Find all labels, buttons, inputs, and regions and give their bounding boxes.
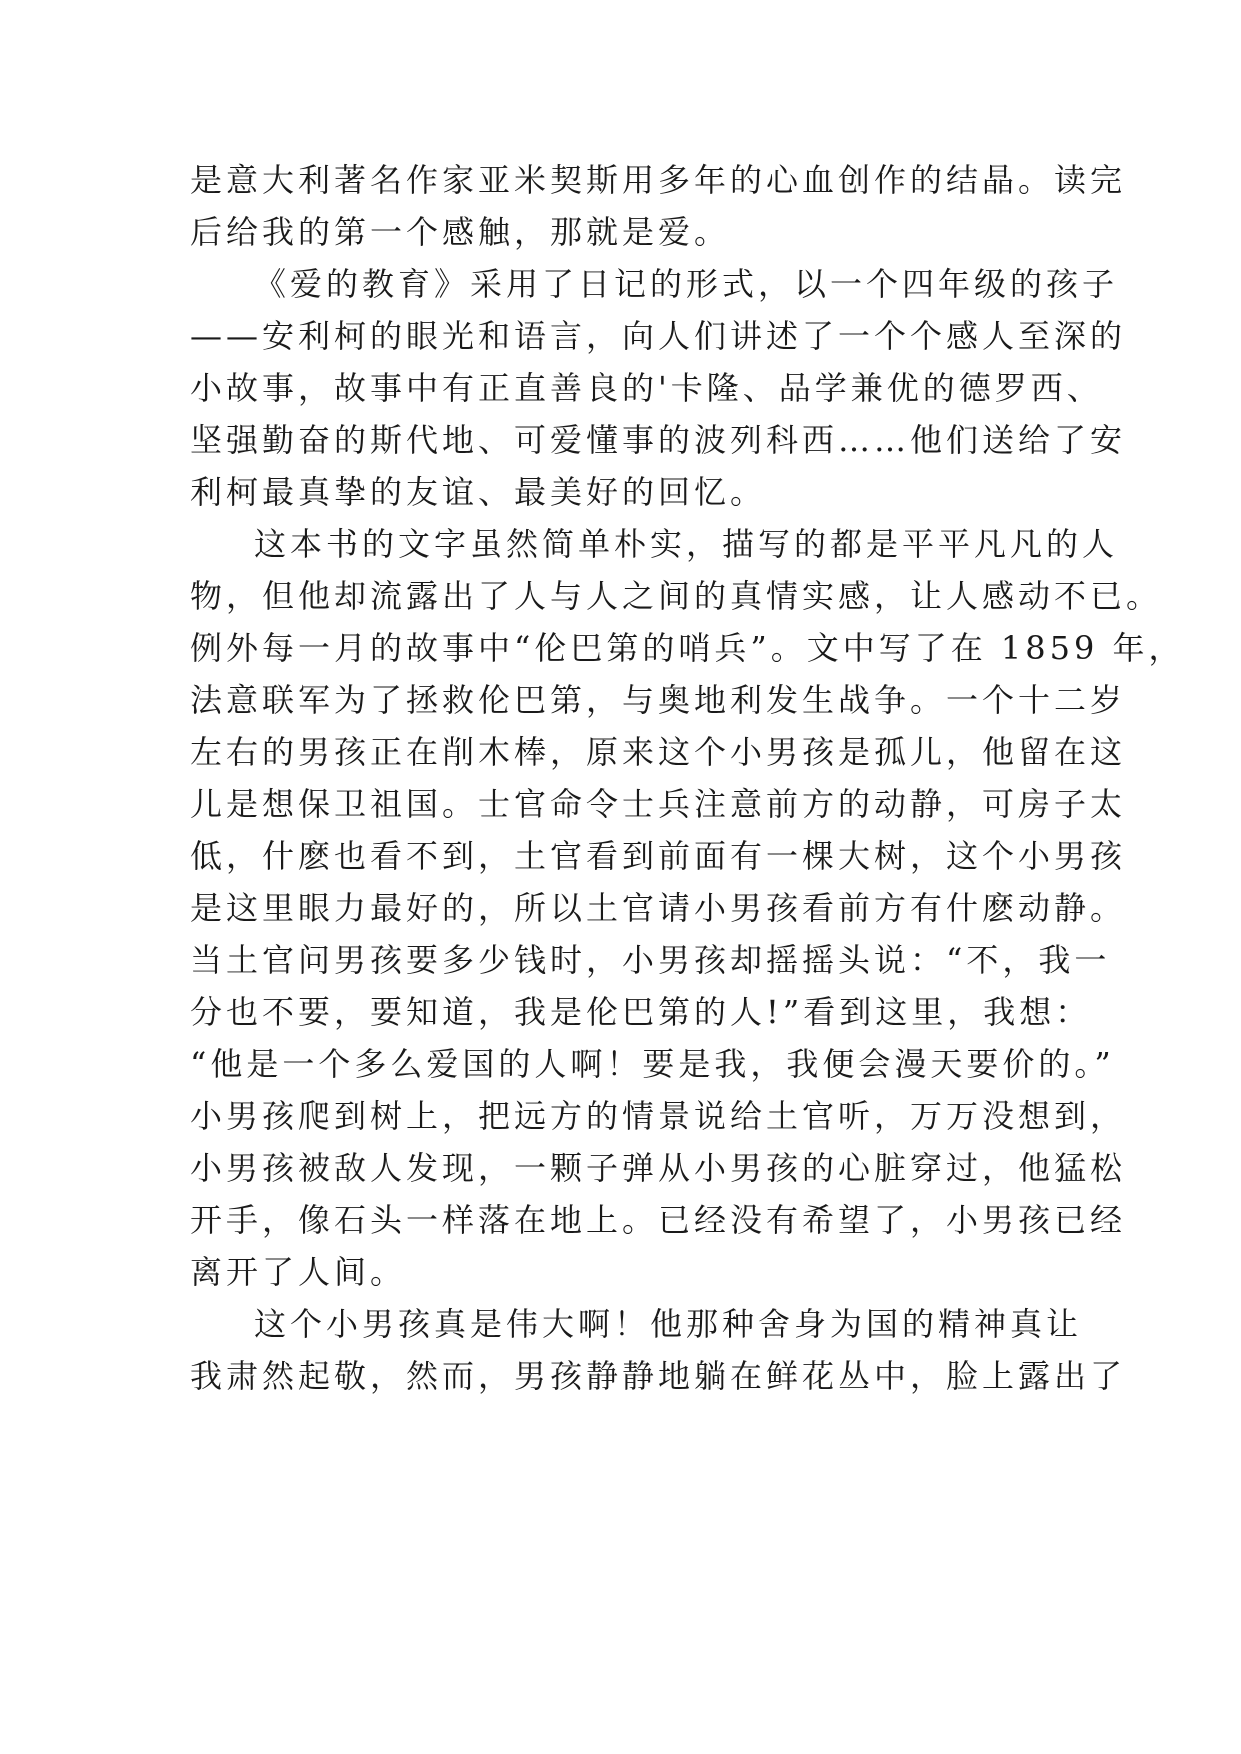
- text-line: 坚强勤奋的斯代地、可爱懂事的波列科西……他们送给了安: [190, 421, 1127, 459]
- text-line: 例外每一月的故事中“伦巴第的哨兵”。文中写了在 1859 年，: [190, 629, 1185, 667]
- text-line: 小男孩爬到树上，把远方的情景说给土官听，万万没想到，: [190, 1097, 1127, 1135]
- text-line: 儿是想保卫祖国。士官命令士兵注意前方的动静，可房子太: [190, 785, 1127, 823]
- text-line: 我肃然起敬，然而，男孩静静地躺在鲜花丛中，脸上露出了: [190, 1357, 1127, 1395]
- text-line: 利柯最真挚的友谊、最美好的回忆。: [190, 473, 767, 511]
- text-line: 《爱的教育》采用了日记的形式，以一个四年级的孩子: [254, 265, 1119, 303]
- text-line: 小男孩被敌人发现，一颗子弹从小男孩的心脏穿过，他猛松: [190, 1149, 1127, 1187]
- text-line: 物，但他却流露出了人与人之间的真情实感，让人感动不已。: [190, 577, 1163, 615]
- text-line: 开手，像石头一样落在地上。已经没有希望了，小男孩已经: [190, 1201, 1127, 1239]
- text-line: ——安利柯的眼光和语言，向人们讲述了一个个感人至深的: [190, 317, 1127, 355]
- text-line: 这本书的文字虽然简单朴实，描写的都是平平凡凡的人: [254, 525, 1119, 563]
- text-line: “他是一个多么爱国的人啊！要是我，我便会漫天要价的。”: [190, 1045, 1115, 1083]
- text-line: 当土官问男孩要多少钱时，小男孩却摇摇头说：“不，我一: [190, 941, 1111, 979]
- text-line: 小故事，故事中有正直善良的'卡隆、品学兼优的德罗西、: [190, 369, 1103, 407]
- text-line: 左右的男孩正在削木棒，原来这个小男孩是孤儿，他留在这: [190, 733, 1127, 771]
- text-line: 后给我的第一个感触，那就是爱。: [190, 213, 731, 251]
- text-line: 低，什麽也看不到，土官看到前面有一棵大树，这个小男孩: [190, 837, 1127, 875]
- text-line: 是意大利著名作家亚米契斯用多年的心血创作的结晶。读完: [190, 161, 1127, 199]
- text-line: 这个小男孩真是伟大啊！他那种舍身为国的精神真让: [254, 1305, 1083, 1343]
- text-line: 分也不要，要知道，我是伦巴第的人!”看到这里，我想：: [190, 993, 1092, 1031]
- text-line: 是这里眼力最好的，所以土官请小男孩看前方有什麽动静。: [190, 889, 1127, 927]
- text-line: 离开了人间。: [190, 1253, 407, 1291]
- text-line: 法意联军为了拯救伦巴第，与奥地利发生战争。一个十二岁: [190, 681, 1127, 719]
